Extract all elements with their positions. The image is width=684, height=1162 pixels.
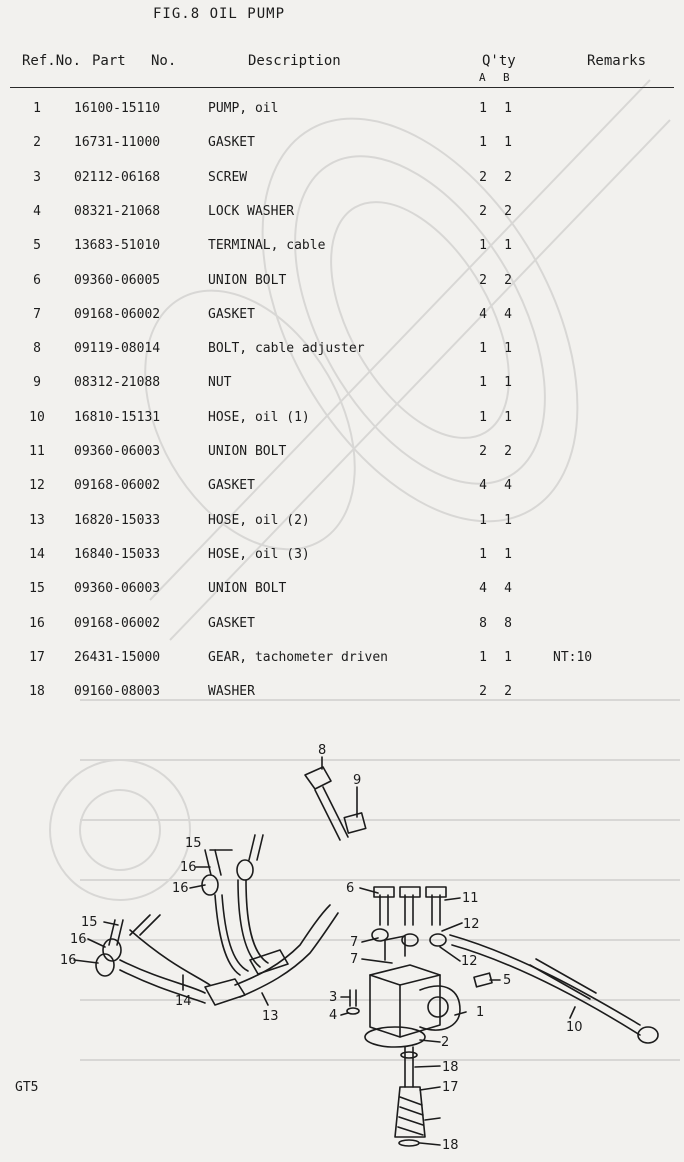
cell-b: 1: [504, 512, 512, 528]
cell-ref: 9: [33, 375, 41, 391]
cell-desc: GASKET: [208, 615, 255, 631]
diagram-callout: 10: [566, 1020, 583, 1035]
cell-ref: 15: [29, 581, 45, 597]
table-row: [0, 444, 684, 466]
header-remarks: Remarks: [587, 53, 647, 69]
cell-a: 2: [479, 203, 487, 219]
diagram-callout: 9: [353, 773, 362, 788]
header-part-no: Part No.: [92, 53, 177, 69]
cell-a: 2: [479, 444, 487, 459]
cell-b: 1: [504, 375, 512, 391]
cell-b: 8: [504, 615, 512, 631]
diagram-callout: 12: [463, 917, 480, 932]
cell-ref: 7: [33, 306, 41, 322]
cell-b: 2: [504, 169, 512, 185]
table-row: [0, 581, 684, 603]
cell-desc: HOSE, oil (2): [208, 512, 310, 528]
cell-part: 09168-06002: [74, 615, 161, 631]
cell-part: 09168-06002: [74, 306, 161, 322]
table-row: [0, 684, 684, 706]
table-row: [0, 650, 684, 672]
cell-a: 1: [479, 101, 487, 116]
cell-part: 16810-15131: [74, 409, 161, 425]
diagram-callout: 1: [476, 1005, 485, 1020]
cell-b: 2: [504, 203, 512, 219]
table-row: [0, 204, 684, 226]
cell-desc: GASKET: [208, 135, 255, 151]
table-row: [0, 273, 684, 295]
table-row: [0, 341, 684, 363]
cell-a: 1: [479, 135, 487, 151]
cell-a: 1: [479, 341, 487, 357]
table-row: [0, 307, 684, 329]
cell-desc: UNION BOLT: [208, 272, 287, 288]
cell-a: 2: [479, 169, 487, 185]
cell-desc: HOSE, oil (3): [208, 546, 310, 562]
diagram-callout: 12: [461, 954, 478, 969]
table-row: [0, 135, 684, 157]
cell-part: 08321-21068: [74, 203, 161, 219]
cell-a: 2: [479, 272, 487, 288]
diagram-callout: 15: [185, 836, 202, 851]
cell-a: 4: [479, 306, 487, 322]
cell-ref: 16: [29, 615, 45, 631]
diagram-callout: 18: [442, 1060, 459, 1075]
cell-part: 09168-06002: [74, 478, 161, 494]
cell-desc: LOCK WASHER: [208, 203, 295, 219]
cell-part: 09160-08003: [74, 684, 161, 700]
cell-a: 1: [479, 512, 487, 528]
cell-part: 16731-11000: [74, 135, 161, 151]
cell-ref: 11: [29, 444, 45, 459]
cell-desc: BOLT, cable adjuster: [208, 341, 365, 357]
cell-b: 2: [504, 444, 512, 459]
cell-desc: HOSE, oil (1): [208, 409, 310, 425]
diagram-callout: 2: [441, 1035, 450, 1050]
diagram-callout: 11: [462, 891, 479, 906]
cell-a: 4: [479, 581, 487, 597]
cell-ref: 17: [29, 649, 45, 665]
cell-ref: 1: [33, 101, 41, 116]
cell-ref: 5: [33, 238, 41, 254]
cell-ref: 8: [33, 341, 41, 357]
diagram-callout: 16: [180, 860, 197, 875]
cell-a: 8: [479, 615, 487, 631]
cell-part: 16840-15033: [74, 546, 161, 562]
diagram-callout: 7: [350, 952, 359, 967]
header-qty-b: B: [503, 71, 510, 84]
cell-b: 4: [504, 581, 512, 597]
diagram-callout: 17: [442, 1080, 459, 1095]
header-qty: Q'ty: [482, 53, 516, 69]
cell-b: 1: [504, 546, 512, 562]
cell-ref: 12: [29, 478, 45, 494]
cell-b: 1: [504, 649, 512, 665]
header-description: Description: [248, 53, 341, 69]
header-qty-a: A: [479, 71, 486, 84]
cell-a: 1: [479, 649, 487, 665]
cell-ref: 6: [33, 272, 41, 288]
cell-b: 1: [504, 135, 512, 151]
table-row: [0, 513, 684, 535]
table-row: [0, 410, 684, 432]
table-row: [0, 478, 684, 500]
diagram-callout: 18: [442, 1138, 459, 1153]
diagram-callout: 4: [329, 1008, 338, 1023]
table-row: [0, 238, 684, 260]
cell-desc: TERMINAL, cable: [208, 238, 326, 254]
cell-part: 16100-15110: [74, 101, 161, 116]
diagram-callout: 14: [175, 994, 192, 1009]
cell-b: 1: [504, 238, 512, 254]
cell-b: 4: [504, 306, 512, 322]
cell-b: 1: [504, 101, 512, 116]
cell-part: 09119-08014: [74, 341, 161, 357]
cell-desc: GASKET: [208, 306, 255, 322]
cell-a: 4: [479, 478, 487, 494]
diagram-callout: 16: [60, 953, 77, 968]
cell-a: 2: [479, 684, 487, 700]
cell-a: 1: [479, 238, 487, 254]
oil-pump-exploded-diagram: [0, 735, 684, 1162]
table-row: [0, 170, 684, 192]
diagram-callout: 8: [318, 743, 327, 758]
cell-part: 09360-06003: [74, 444, 161, 459]
cell-part: 09360-06005: [74, 272, 161, 288]
cell-part: 09360-06003: [74, 581, 161, 597]
diagram-callout: 16: [172, 881, 189, 896]
cell-desc: SCREW: [208, 169, 248, 185]
cell-ref: 3: [33, 169, 41, 185]
cell-a: 1: [479, 409, 487, 425]
cell-desc: UNION BOLT: [208, 444, 287, 459]
cell-part: 26431-15000: [74, 649, 161, 665]
cell-part: 13683-51010: [74, 238, 161, 254]
cell-a: 1: [479, 375, 487, 391]
cell-ref: 18: [29, 684, 45, 700]
cell-part: 16820-15033: [74, 512, 161, 528]
cell-desc: WASHER: [208, 684, 255, 700]
cell-a: 1: [479, 546, 487, 562]
table-row: [0, 547, 684, 569]
cell-b: 1: [504, 409, 512, 425]
cell-ref: 13: [29, 512, 45, 528]
diagram-callout: 16: [70, 932, 87, 947]
cell-b: 2: [504, 272, 512, 288]
cell-ref: 4: [33, 203, 41, 219]
cell-b: 4: [504, 478, 512, 494]
cell-b: 2: [504, 684, 512, 700]
page-title: FIG.8 OIL PUMP: [153, 6, 286, 22]
cell-b: 1: [504, 341, 512, 357]
cell-ref: 2: [33, 135, 41, 151]
cell-part: 08312-21088: [74, 375, 161, 391]
diagram-callout: 6: [346, 881, 355, 896]
cell-remarks: NT:10: [553, 649, 593, 665]
diagram-callout: 13: [262, 1009, 279, 1024]
cell-desc: NUT: [208, 375, 232, 391]
cell-ref: 10: [29, 409, 45, 425]
cell-ref: 14: [29, 546, 45, 562]
diagram-callout: 3: [329, 990, 338, 1005]
table-row: [0, 375, 684, 397]
cell-desc: UNION BOLT: [208, 581, 287, 597]
diagram-callout: 5: [503, 973, 512, 988]
table-row: [0, 616, 684, 638]
page-footer-code: GT5: [15, 1080, 39, 1095]
table-row: [0, 101, 684, 123]
diagram-callout: 7: [350, 935, 359, 950]
cell-desc: PUMP, oil: [208, 101, 279, 116]
header-ref-no: Ref.No.: [22, 53, 82, 69]
cell-part: 02112-06168: [74, 169, 161, 185]
diagram-callout: 15: [81, 915, 98, 930]
cell-desc: GEAR, tachometer driven: [208, 649, 389, 665]
cell-desc: GASKET: [208, 478, 255, 494]
header-divider: [10, 87, 674, 88]
